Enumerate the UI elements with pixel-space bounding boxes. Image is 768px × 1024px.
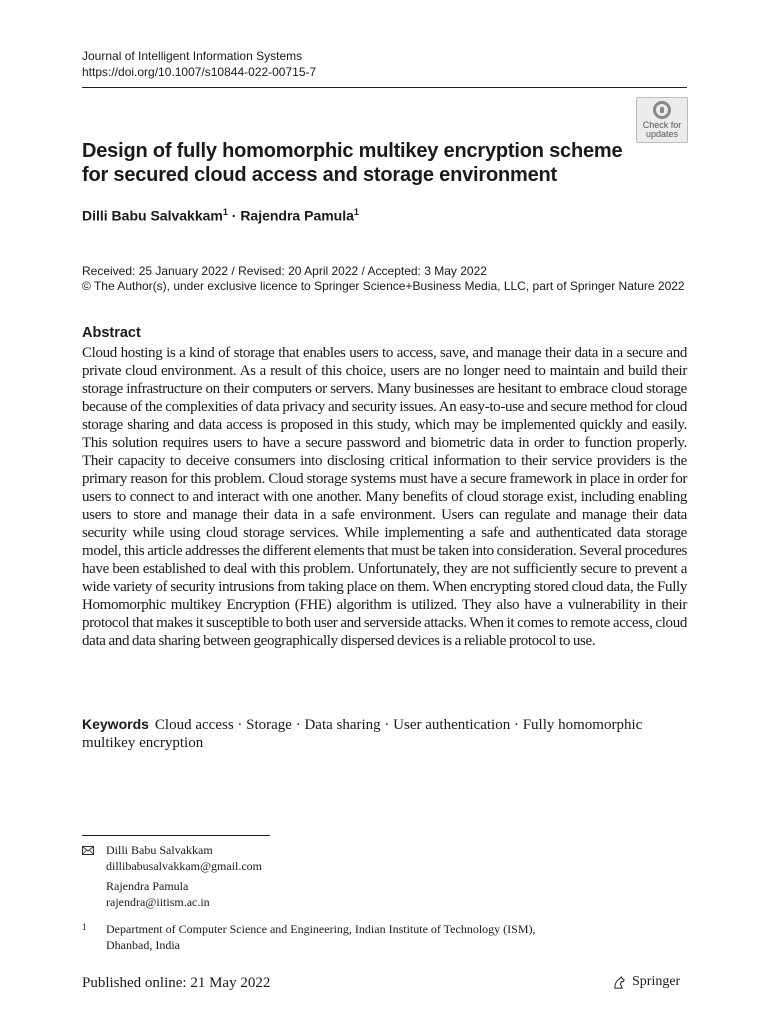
author-affil: 1 bbox=[353, 207, 359, 217]
footnote-author-email[interactable]: rajendra@iitism.ac.in bbox=[106, 895, 210, 909]
author-list bbox=[82, 207, 359, 224]
author-name: Rajendra Pamula bbox=[240, 207, 354, 224]
springer-horse-icon bbox=[612, 975, 627, 990]
received-revised-accepted: Received: 25 January 2022 / Revised: 20 April 2022 / Accepted: 3 May 2022 bbox=[82, 264, 487, 278]
publisher-name: Springer bbox=[632, 974, 681, 989]
copyright-line: © The Author(s), under exclusive licence to Springer Science+Business Media, LLC, part of Springer Nature 2022 bbox=[82, 279, 685, 293]
footnote-author-name: Dilli Babu Salvakkam bbox=[106, 843, 213, 857]
author-separator: · bbox=[227, 207, 241, 224]
check-updates-icon bbox=[653, 101, 671, 119]
article-dates bbox=[82, 264, 685, 294]
journal-header bbox=[82, 48, 316, 80]
abstract-text: Cloud hosting is a kind of storage that enables users to access, save, and manage their data in a secure and private cloud environment. As a result of this choice, users are no longer need to maintain and build their storage infrastructure on their computers or servers. Many businesses are hesitant to embrace cloud storage because of the complexities of data privacy and security issues. An easy-to-use and secure method for cloud storage sharing and data access is proposed in this study, which may be implemented quickly and easily. This solution requires users to have a secure password and biometric data in order to function properly. Their capacity to deceive consumers into disclosing critical information to their service providers is the primary reason for this problem. Cloud storage systems must have a secure framework in place in order for users to connect to and interact with one another. Many benefits of cloud storage exist, including enabling users to store and manage their data in a safe environment. Users can regulate and manage their data security while using cloud storage services. While implementing a safe and authenticated data storage model, this article addresses the different elements that must be taken into consideration. Several procedures have been established to deal with this problem. Unfortunately, they are not sufficiently secure to prevent a wide variety of security intrusions from taking place on them. When encrypting stored cloud data, the Fully Homomorphic multikey Encryption (FHE) algorithm is utilized. They also have a vulnerability in their protocol that makes it susceptible to both user and serverside attacks. When it comes to remote access, cloud data and data sharing between geographically dispersed devices is a reliable protocol to use. bbox=[82, 345, 687, 649]
footnote-author-name: Rajendra Pamula bbox=[106, 879, 189, 893]
footnote-author-email[interactable]: dillibabusalvakkam@gmail.com bbox=[106, 859, 263, 873]
header-rule bbox=[82, 87, 687, 88]
keywords bbox=[82, 715, 687, 752]
corresponding-author bbox=[106, 842, 262, 874]
check-for-updates-badge[interactable]: Check for updates bbox=[636, 97, 688, 143]
footnote-rule bbox=[82, 835, 270, 836]
abstract-heading: Abstract bbox=[82, 325, 141, 341]
doi-link[interactable]: https://doi.org/10.1007/s10844-022-00715-7 bbox=[82, 65, 317, 79]
second-author bbox=[106, 878, 210, 910]
author-affil: 1 bbox=[222, 207, 228, 217]
published-date: Published online: 21 May 2022 bbox=[82, 975, 271, 991]
keywords-text: Cloud access · Storage · Data sharing · User authentication · Fully homomorphic multikey encryption bbox=[82, 717, 643, 751]
keywords-heading: Keywords bbox=[82, 716, 149, 732]
envelope-icon bbox=[82, 846, 94, 855]
publisher-logo bbox=[612, 974, 680, 990]
author-name: Dilli Babu Salvakkam bbox=[82, 207, 223, 224]
article-title: Design of fully homomorphic multikey encryption scheme for secured cloud access and storage environment bbox=[82, 140, 623, 186]
affiliation-number: 1 bbox=[82, 922, 87, 932]
affiliation: Department of Computer Science and Engineering, Indian Institute of Technology (ISM), Dhanbad, India bbox=[106, 922, 536, 952]
journal-name: Journal of Intelligent Information Systems bbox=[82, 49, 303, 63]
